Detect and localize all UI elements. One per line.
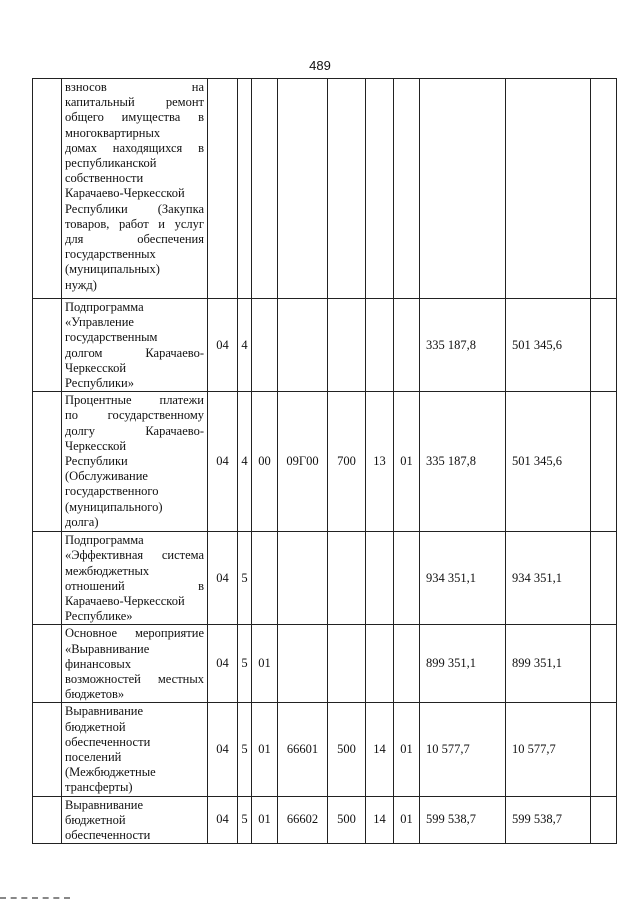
table-row	[33, 532, 617, 625]
row-name-line: (муниципальных)	[65, 262, 160, 277]
code-cell: 01	[394, 796, 420, 844]
row-name-line: Выравнивание	[65, 797, 144, 812]
row-name	[62, 392, 208, 532]
row-name-line: поселений	[65, 750, 122, 765]
row-name-line: обеспеченности	[65, 734, 151, 749]
row-name-line: Республике»	[65, 609, 133, 624]
row-name-line: государственного	[65, 484, 159, 499]
row-name-line: Республики (Закупка	[65, 201, 204, 216]
row-name-line: нужд)	[65, 277, 97, 292]
row-name-line: Карачаево-Черкесской	[65, 186, 185, 201]
code-cell: 66602	[278, 796, 328, 844]
row-name-line: (Обслуживание	[65, 469, 148, 484]
row-name-line: товаров, работ и услуг	[65, 216, 204, 231]
amount-cell: 335 187,8	[420, 392, 506, 532]
code-cell	[238, 79, 252, 299]
code-cell: 13	[366, 392, 394, 532]
code-cell	[366, 299, 394, 392]
code-cell: 01	[394, 392, 420, 532]
code-cell	[394, 79, 420, 299]
trailing-cell	[591, 532, 617, 625]
code-cell: 09Г00	[278, 392, 328, 532]
code-cell	[278, 299, 328, 392]
code-cell: 14	[366, 796, 394, 844]
row-name-line: бюджетов»	[65, 687, 125, 702]
trailing-cell	[591, 703, 617, 796]
row-name-line: отношений в	[65, 578, 204, 593]
code-cell	[278, 625, 328, 703]
row-name-line: долгом Карачаево-	[65, 345, 204, 360]
row-name-line: (Межбюджетные	[65, 765, 156, 780]
code-cell: 14	[366, 703, 394, 796]
code-cell	[252, 532, 278, 625]
table-row	[33, 79, 617, 299]
row-name-line: Республики	[65, 454, 128, 469]
code-cell	[328, 532, 366, 625]
row-name-line: Республики»	[65, 376, 134, 391]
scan-artifact	[0, 897, 70, 901]
trailing-cell	[591, 299, 617, 392]
row-number-cell	[33, 392, 62, 532]
trailing-cell	[591, 796, 617, 844]
code-cell: 4	[238, 299, 252, 392]
row-name-line: республиканской	[65, 156, 157, 171]
row-name	[62, 532, 208, 625]
amount-cell: 501 345,6	[506, 392, 591, 532]
row-name-line: Подпрограмма	[65, 300, 144, 314]
code-cell	[328, 299, 366, 392]
code-cell	[366, 532, 394, 625]
row-number-cell	[33, 79, 62, 299]
row-name-line: многоквартирных	[65, 125, 161, 140]
code-cell: 01	[394, 703, 420, 796]
amount-cell: 599 538,7	[420, 796, 506, 844]
code-cell: 01	[252, 625, 278, 703]
row-name-line: взносов на	[65, 80, 204, 94]
row-name-line: общего имущества в	[65, 110, 204, 125]
code-cell: 5	[238, 703, 252, 796]
code-cell	[394, 299, 420, 392]
row-name	[62, 625, 208, 703]
row-name	[62, 79, 208, 299]
row-name-line: «Управление	[65, 315, 134, 330]
code-cell	[252, 79, 278, 299]
code-cell: 04	[208, 796, 238, 844]
table-row	[33, 703, 617, 796]
amount-cell: 899 351,1	[420, 625, 506, 703]
row-name-line: долга)	[65, 514, 99, 529]
row-name	[62, 299, 208, 392]
row-name-line: «Выравнивание	[65, 641, 150, 656]
row-number-cell	[33, 703, 62, 796]
code-cell	[394, 532, 420, 625]
table-row	[33, 392, 617, 532]
amount-cell	[506, 79, 591, 299]
table-row	[33, 625, 617, 703]
row-name-line: бюджетной	[65, 719, 126, 734]
row-name-line: Карачаево-Черкесской	[65, 594, 185, 609]
row-number-cell	[33, 299, 62, 392]
amount-cell: 599 538,7	[506, 796, 591, 844]
amount-cell: 10 577,7	[420, 703, 506, 796]
row-name-line: обеспеченности	[65, 828, 151, 843]
code-cell	[208, 79, 238, 299]
row-name-line: домах находящихся в	[65, 140, 204, 155]
amount-cell: 934 351,1	[506, 532, 591, 625]
row-name-line: капитальный ремонт	[65, 95, 204, 110]
amount-cell: 335 187,8	[420, 299, 506, 392]
code-cell: 01	[252, 796, 278, 844]
row-number-cell	[33, 625, 62, 703]
code-cell	[252, 299, 278, 392]
table-row	[33, 299, 617, 392]
code-cell: 500	[328, 796, 366, 844]
row-number-cell	[33, 532, 62, 625]
row-name-line: для обеспечения	[65, 232, 204, 247]
row-name	[62, 796, 208, 844]
code-cell	[394, 625, 420, 703]
code-cell	[278, 532, 328, 625]
code-cell	[328, 79, 366, 299]
amount-cell: 899 351,1	[506, 625, 591, 703]
row-name-line: Подпрограмма	[65, 533, 144, 548]
trailing-cell	[591, 392, 617, 532]
table-row	[33, 796, 617, 844]
row-name-line: государственных	[65, 247, 156, 262]
row-name	[62, 703, 208, 796]
trailing-cell	[591, 625, 617, 703]
code-cell: 04	[208, 532, 238, 625]
amount-cell: 934 351,1	[420, 532, 506, 625]
code-cell	[278, 79, 328, 299]
code-cell: 04	[208, 299, 238, 392]
code-cell: 66601	[278, 703, 328, 796]
code-cell: 700	[328, 392, 366, 532]
row-name-line: Черкесской	[65, 360, 127, 375]
code-cell	[328, 625, 366, 703]
row-name-line: (муниципального)	[65, 499, 163, 514]
code-cell: 4	[238, 392, 252, 532]
row-name-line: Процентные платежи	[65, 393, 204, 408]
row-name-line: по государственному	[65, 408, 204, 423]
code-cell: 5	[238, 796, 252, 844]
row-name-line: межбюджетных	[65, 563, 150, 578]
code-cell: 5	[238, 532, 252, 625]
row-name-line: собственности	[65, 171, 144, 186]
row-name-line: бюджетной	[65, 812, 126, 827]
code-cell: 5	[238, 625, 252, 703]
page-number: 489	[309, 58, 331, 73]
code-cell	[366, 625, 394, 703]
amount-cell: 10 577,7	[506, 703, 591, 796]
row-name-line: финансовых	[65, 656, 132, 671]
amount-cell: 501 345,6	[506, 299, 591, 392]
code-cell: 500	[328, 703, 366, 796]
code-cell: 04	[208, 625, 238, 703]
amount-cell	[420, 79, 506, 299]
row-name-line: Черкесской	[65, 438, 127, 453]
budget-table	[32, 78, 617, 844]
row-name-line: «Эффективная система	[65, 548, 204, 563]
code-cell: 01	[252, 703, 278, 796]
row-name-line: трансферты)	[65, 780, 133, 795]
row-name-line: государственным	[65, 330, 158, 345]
code-cell: 04	[208, 703, 238, 796]
row-name-line: Основное мероприятие	[65, 626, 204, 641]
row-name-line: возможностей местных	[65, 672, 204, 687]
row-name-line: Выравнивание	[65, 704, 144, 719]
code-cell: 00	[252, 392, 278, 532]
row-number-cell	[33, 796, 62, 844]
trailing-cell	[591, 79, 617, 299]
code-cell: 04	[208, 392, 238, 532]
code-cell	[366, 79, 394, 299]
row-name-line: долгу Карачаево-	[65, 423, 204, 438]
